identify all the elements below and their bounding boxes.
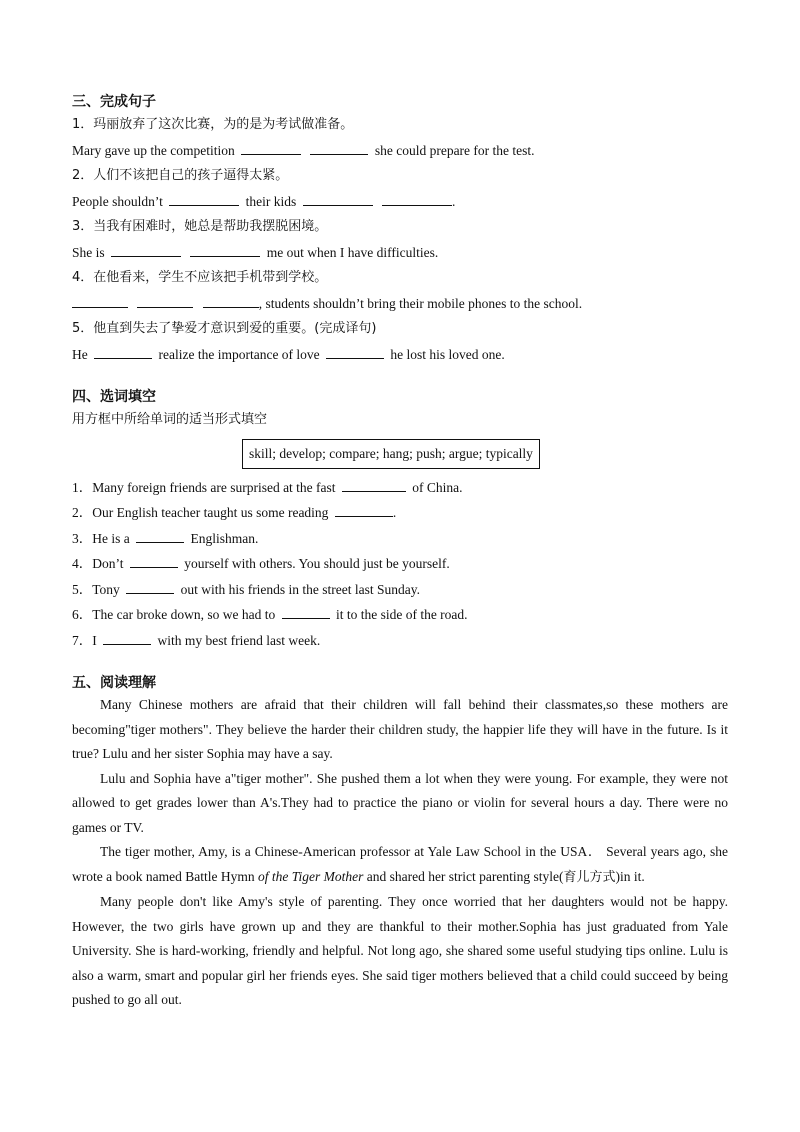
section4-instruction: 用方框中所给单词的适当形式填空 xyxy=(72,412,268,427)
answer-blank[interactable] xyxy=(241,140,301,155)
q3-chinese: 3．当我有困难时，她总是帮助我摆脱困境。 xyxy=(72,219,328,234)
fill-q2-text-a: 2．Our English teacher taught us some reading xyxy=(72,505,329,520)
fill-q4-text-b: yourself with others. You should just be yourself. xyxy=(184,556,450,571)
fill-q5 xyxy=(72,577,728,603)
answer-blank[interactable] xyxy=(342,477,406,492)
q4-text-b: , students shouldn’t bring their mobile phones to the school. xyxy=(258,295,583,311)
section5-title: 五、阅读理解 xyxy=(72,675,156,691)
answer-blank[interactable] xyxy=(169,191,239,206)
fill-q5-text-b: out with his friends in the street last Sunday. xyxy=(180,581,421,597)
fill-q6-text-b: it to the side of the road. xyxy=(335,607,468,622)
q2-english xyxy=(72,189,728,215)
fill-q3-text-b: Englishman. xyxy=(190,530,259,546)
q5-text-b: realize the importance of love xyxy=(158,346,320,362)
fill-q3 xyxy=(72,526,728,552)
answer-blank[interactable] xyxy=(103,630,151,645)
fill-q1-text-a: 1．Many foreign friends are surprised at the fast xyxy=(72,479,336,495)
q4-chinese: 4．在他看来，学生不应该把手机带到学校。 xyxy=(72,270,328,285)
q1-chinese: 1．玛丽放弃了这次比赛，为的是为考试做准备。 xyxy=(72,117,354,132)
answer-blank[interactable] xyxy=(310,140,368,155)
fill-q2 xyxy=(72,500,728,526)
answer-blank[interactable] xyxy=(190,242,260,257)
p3-text-b: and shared her strict parenting style( xyxy=(363,868,564,884)
answer-blank[interactable] xyxy=(303,191,373,206)
answer-blank[interactable] xyxy=(282,604,330,619)
q2-chinese: 2．人们不该把自己的孩子逼得太紧。 xyxy=(72,168,289,183)
p3-text-a: The tiger mother, Amy, is a Chinese-American professor at Yale Law School in the USA． Several years ago, she wrote a book named Battle Hymn xyxy=(72,844,728,884)
q2-text-a: People shouldn’t xyxy=(72,193,163,209)
fill-q7-text-b: with my best friend last week. xyxy=(157,632,321,648)
word-box: skill; develop; compare; hang; push; argue; typically xyxy=(242,439,540,469)
reading-paragraph-2: Lulu and Sophia have a"tiger mother". She pushed them a lot when they were young. For example, they were not allowed to get grades lower than A's.They had to practice the piano or violin for several hours a day. There were no games or TV. xyxy=(72,770,728,835)
q5-chinese: 5．他直到失去了挚爱才意识到爱的重要。(完成译句) xyxy=(72,321,377,336)
worksheet-page xyxy=(72,92,728,1013)
q3-text-b: me out when I have difficulties. xyxy=(266,244,439,260)
fill-q7 xyxy=(72,628,728,654)
answer-blank[interactable] xyxy=(136,528,184,543)
p3-book-title: of the Tiger Mother xyxy=(257,868,364,884)
answer-blank[interactable] xyxy=(72,293,128,308)
answer-blank[interactable] xyxy=(94,344,152,359)
answer-blank[interactable] xyxy=(335,502,393,517)
q5-text-c: he lost his loved one. xyxy=(390,346,505,362)
fill-q2-text-b: . xyxy=(392,505,397,520)
answer-blank[interactable] xyxy=(382,191,452,206)
reading-paragraph-3 xyxy=(72,840,728,890)
answer-blank[interactable] xyxy=(130,553,178,568)
q2-text-b: their kids xyxy=(245,193,297,209)
fill-q4 xyxy=(72,551,728,577)
q3-english xyxy=(72,240,728,266)
section4-title: 四、选词填空 xyxy=(72,389,156,405)
q4-english xyxy=(72,291,728,317)
fill-q6-text-a: 6．The car broke down, so we had to xyxy=(72,607,276,622)
q1-text-b: she could prepare for the test. xyxy=(374,142,535,158)
q1-english xyxy=(72,138,728,164)
answer-blank[interactable] xyxy=(203,293,259,308)
p3-text-c: )in it. xyxy=(615,868,645,884)
reading-paragraph-1: Many Chinese mothers are afraid that their children will fall behind their classmates,so these mothers are becoming"tiger mothers". They believe the harder their children study, the happier life they will have in the future. Is it true? Lulu and her sister Sophia may have a say. xyxy=(72,697,728,761)
fill-q7-text-a: 7．I xyxy=(72,632,97,648)
answer-blank[interactable] xyxy=(126,579,174,594)
fill-q6 xyxy=(72,602,728,628)
answer-blank[interactable] xyxy=(137,293,193,308)
q1-text-a: Mary gave up the competition xyxy=(72,142,235,158)
fill-q5-text-a: 5．Tony xyxy=(72,581,120,597)
fill-q1 xyxy=(72,475,728,501)
fill-q3-text-a: 3．He is a xyxy=(72,530,130,546)
answer-blank[interactable] xyxy=(111,242,181,257)
answer-blank[interactable] xyxy=(326,344,384,359)
q2-text-c: . xyxy=(452,193,456,209)
fill-q4-text-a: 4．Don’t xyxy=(72,556,124,571)
section3-title: 三、完成句子 xyxy=(72,94,156,110)
q5-text-a: He xyxy=(72,346,88,362)
fill-q1-text-b: of China. xyxy=(412,479,463,495)
q5-english xyxy=(72,342,728,368)
p3-chinese-note: 育儿方式 xyxy=(563,869,616,885)
q3-text-a: She is xyxy=(72,244,105,260)
reading-paragraph-4: Many people don't like Amy's style of parenting. They once worried that her daughters would not be happy. However, the two girls have grown up and they are thankful to their mother.Sophia has just graduated from Yale University. She is hard-working, friendly and helpful. Not long ago, she shared some useful studying tips online. Lulu is also a warm, smart and popular girl her friends eyes. She said tiger mothers believed that a child could succeed by being pushed to go all out. xyxy=(72,894,728,1007)
